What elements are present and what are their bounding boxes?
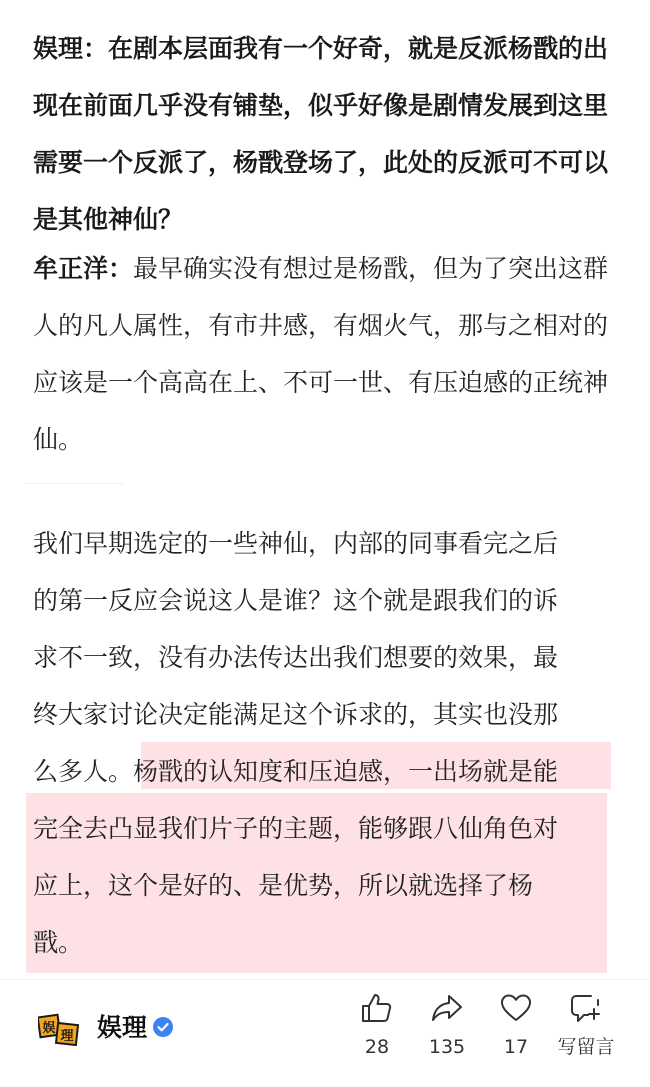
body-line: 求不一致，没有办法传达出我们想要的效果，最 <box>33 643 559 672</box>
thumbs-up-icon <box>360 992 394 1024</box>
favorite-button[interactable] <box>481 992 551 1058</box>
body-line: 的第一反应会说这人是谁？这个就是跟我们的诉 <box>33 586 559 615</box>
write-comment-button[interactable] <box>551 992 621 1058</box>
like-count: 28 <box>364 1036 390 1058</box>
section-divider <box>26 483 124 484</box>
answer-speaker: 牟正洋： <box>33 254 134 283</box>
like-button[interactable] <box>342 992 412 1058</box>
question-paragraph <box>33 20 618 248</box>
favorite-count: 17 <box>503 1036 529 1058</box>
share-icon <box>430 992 464 1024</box>
share-button[interactable] <box>412 992 482 1058</box>
highlighted-line: 应上，这个是好的、是优势，所以就选择了杨 <box>33 871 534 900</box>
share-count: 135 <box>428 1036 466 1058</box>
heart-icon <box>499 992 533 1024</box>
answer-text: 最早确实没有想过是杨戬，但为了突出这群人的凡人属性，有市井感，有烟火气，那与之相对的应该是一个高高在上、不可一世、有压迫感的正统神仙。 <box>33 254 609 454</box>
account-name[interactable]: 娱理 <box>97 1013 148 1042</box>
write-comment-label: 写留言 <box>557 1036 615 1058</box>
comment-add-icon <box>569 992 603 1024</box>
body-plain-text: 么多人。 <box>33 757 134 786</box>
account-logo[interactable] <box>38 1010 80 1052</box>
body-line-mixed <box>33 743 618 800</box>
highlighted-text: 杨戬的认知度和压迫感，一出场就是能 <box>133 757 559 786</box>
verified-icon <box>152 1016 174 1038</box>
answer-paragraph <box>33 240 618 468</box>
article-footer <box>0 980 650 1087</box>
body-line: 终大家讨论决定能满足这个诉求的，其实也没那 <box>33 700 559 729</box>
logo-char: 娱 <box>42 1021 56 1036</box>
highlighted-line: 戬。 <box>33 928 84 957</box>
logo-icon <box>38 1010 80 1052</box>
body-line: 我们早期选定的一些神仙，内部的同事看完之后 <box>33 529 559 558</box>
highlighted-line: 完全去凸显我们片子的主题，能够跟八仙角色对 <box>33 814 559 843</box>
body-paragraph <box>33 515 618 971</box>
logo-char: 理 <box>60 1029 74 1044</box>
question-speaker: 娱理： <box>33 34 109 63</box>
question-text: 在剧本层面我有一个好奇，就是反派杨戬的出现在前面几乎没有铺垫，似乎好像是剧情发展到这里需要一个反派了，杨戬登场了，此处的反派可不可以是其他神仙？ <box>33 34 609 234</box>
